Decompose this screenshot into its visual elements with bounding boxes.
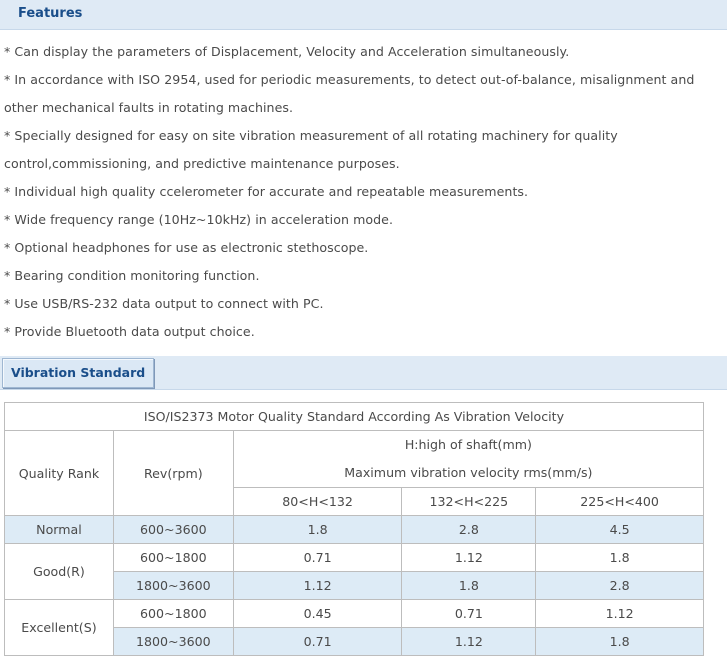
feature-item: * Provide Bluetooth data output choice. [4, 324, 255, 339]
value-cell: 1.12 [233, 572, 402, 600]
table-caption-row [5, 403, 704, 431]
value-cell: 1.8 [536, 544, 704, 572]
value-cell: 2.8 [402, 516, 536, 544]
range-header: 225<H<400 [536, 488, 704, 516]
quality-rank-header: Quality Rank [5, 431, 114, 516]
value-cell: 2.8 [536, 572, 704, 600]
feature-item: * Can display the parameters of Displacement, Velocity and Acceleration simultaneously. [4, 44, 570, 59]
table-header-row [5, 431, 704, 488]
table-caption: ISO/IS2373 Motor Quality Standard According As Vibration Velocity [5, 403, 704, 431]
value-cell: 0.71 [233, 544, 402, 572]
velocity-header [233, 431, 703, 488]
table-row [5, 516, 704, 544]
value-cell: 0.71 [233, 628, 402, 656]
feature-item: * Use USB/RS-232 data output to connect with PC. [4, 296, 324, 311]
vibration-standard-tab[interactable]: Vibration Standard [2, 358, 154, 388]
quality-rank-cell: Normal [5, 516, 114, 544]
feature-item: * Optional headphones for use as electronic stethoscope. [4, 240, 369, 255]
table-row [5, 600, 704, 628]
range-header: 80<H<132 [233, 488, 402, 516]
rev-header: Rev(rpm) [113, 431, 233, 516]
feature-list [4, 38, 724, 346]
value-cell: 1.8 [536, 628, 704, 656]
rev-cell: 600~1800 [113, 600, 233, 628]
feature-item: * Wide frequency range (10Hz~10kHz) in acceleration mode. [4, 212, 394, 227]
rev-cell: 600~1800 [113, 544, 233, 572]
vibration-standard-table [4, 402, 704, 656]
value-cell: 1.8 [402, 572, 536, 600]
feature-item: * Individual high quality ccelerometer for accurate and repeatable measurements. [4, 184, 529, 199]
features-section-header [0, 0, 727, 30]
value-cell: 1.12 [536, 600, 704, 628]
range-header: 132<H<225 [402, 488, 536, 516]
max-velocity-label: Maximum vibration velocity rms(mm/s) [344, 465, 593, 480]
features-title: Features [18, 6, 83, 21]
rev-cell: 600~3600 [113, 516, 233, 544]
rev-cell: 1800~3600 [113, 628, 233, 656]
rev-cell: 1800~3600 [113, 572, 233, 600]
vibration-section-header [0, 356, 727, 390]
value-cell: 0.45 [233, 600, 402, 628]
feature-item: * Bearing condition monitoring function. [4, 268, 260, 283]
value-cell: 0.71 [402, 600, 536, 628]
value-cell: 4.5 [536, 516, 704, 544]
quality-rank-cell: Excellent(S) [5, 600, 114, 656]
value-cell: 1.12 [402, 628, 536, 656]
shaft-height-label: H:high of shaft(mm) [404, 437, 532, 452]
feature-item: * In accordance with ISO 2954, used for periodic measurements, to detect out-of-balance, misalignment and other mechanical faults in rotating machines. [4, 72, 695, 115]
feature-item: * Specially designed for easy on site vibration measurement of all rotating machinery for quality control,commissioning, and predictive maintenance purposes. [4, 128, 618, 171]
table-row [5, 544, 704, 572]
quality-rank-cell: Good(R) [5, 544, 114, 600]
value-cell: 1.12 [402, 544, 536, 572]
value-cell: 1.8 [233, 516, 402, 544]
